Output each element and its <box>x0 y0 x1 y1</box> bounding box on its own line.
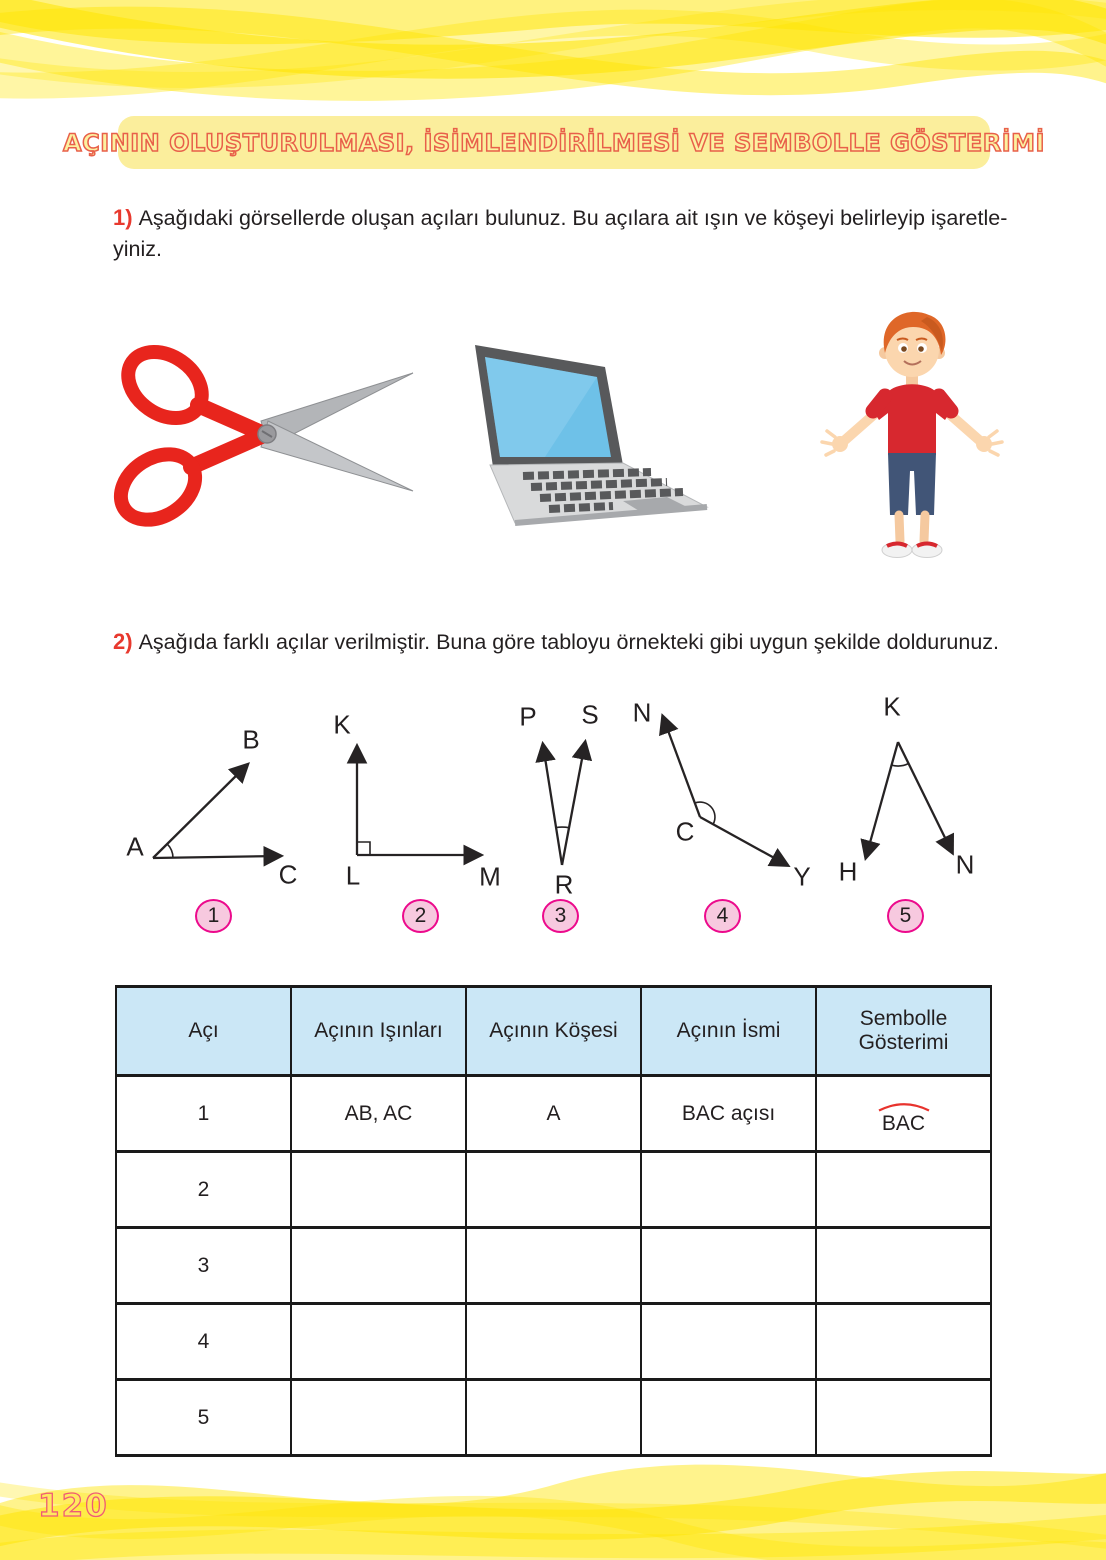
vertex-label: R <box>554 869 574 900</box>
table-header-row <box>116 987 991 1076</box>
diagram-number-badge <box>704 899 741 933</box>
top-wave-decoration <box>0 0 1106 118</box>
col-header-kose: Açının Köşesi <box>466 987 641 1076</box>
col-header-isinlar: Açının Işınları <box>291 987 466 1076</box>
cell-rays <box>291 1228 466 1304</box>
cell-no: 4 <box>116 1304 291 1380</box>
title-banner <box>63 116 1045 169</box>
cell-rays: AB, AC <box>291 1076 466 1152</box>
table-row <box>116 1152 991 1228</box>
cell-vertex <box>466 1380 641 1456</box>
col-header-aci: Açı <box>116 987 291 1076</box>
cell-no: 3 <box>116 1228 291 1304</box>
cell-name <box>641 1380 816 1456</box>
cell-vertex <box>466 1304 641 1380</box>
question-1-text-line1: Aşağıdaki görsellerde oluşan açıları bulunuz. Bu açılara ait ışın ve köşeyi belirleyip işaretle- <box>138 206 1008 230</box>
ray-end-label: H <box>838 856 858 887</box>
cell-rays <box>291 1380 466 1456</box>
table-row <box>116 1304 991 1380</box>
ray-end-label: B <box>242 724 260 755</box>
diagram-number-badge <box>887 899 924 933</box>
cell-rays <box>291 1152 466 1228</box>
cell-name <box>641 1228 816 1304</box>
angle-diagram-3 <box>498 695 622 945</box>
cell-symbol <box>816 1380 991 1456</box>
ray-end-label: C <box>278 859 298 890</box>
cell-vertex: A <box>466 1076 641 1152</box>
question-2-text: Aşağıda farklı açılar verilmiştir. Buna göre tabloyu örnekteki gibi uygun şekilde doldurunuz. <box>138 630 1000 654</box>
angle-diagram-2 <box>330 695 510 945</box>
angle-diagram-4 <box>630 695 825 945</box>
page-title: AÇININ OLUŞTURULMASI, İSİMLENDİRİLMESİ VE SEMBOLLE GÖSTERİMİ <box>63 128 1045 157</box>
vertex-label: L <box>345 860 361 891</box>
vertex-label: A <box>126 831 144 862</box>
ray-end-label: N <box>632 697 652 728</box>
bottom-wave-decoration <box>0 1448 1106 1560</box>
diagram-number-badge <box>542 899 579 933</box>
question-2 <box>113 626 1091 658</box>
badge-number: 2 <box>414 904 427 927</box>
ray-end-label: P <box>519 701 537 732</box>
table-row <box>116 1380 991 1456</box>
vertex-label: K <box>883 691 901 722</box>
badge-number: 5 <box>899 904 912 927</box>
cell-name <box>641 1152 816 1228</box>
cell-rays <box>291 1304 466 1380</box>
badge-number: 4 <box>716 904 729 927</box>
ray-end-label: N <box>955 849 975 880</box>
ray-end-label: Y <box>793 861 811 892</box>
question-2-number: 2) <box>113 629 133 654</box>
angle-diagram-5 <box>828 691 988 945</box>
cell-name: BAC açısı <box>641 1076 816 1152</box>
symbol-text: BAC <box>881 1111 926 1135</box>
vertex-label: C <box>675 816 695 847</box>
col-header-isim: Açının İsmi <box>641 987 816 1076</box>
boy-illustration <box>815 303 1010 573</box>
laptop-illustration <box>445 335 735 535</box>
angle-diagram-1 <box>108 695 318 945</box>
question-1 <box>113 202 1091 265</box>
cell-no: 1 <box>116 1076 291 1152</box>
table-row <box>116 1076 991 1152</box>
cell-symbol <box>816 1304 991 1380</box>
table-row <box>116 1228 991 1304</box>
cell-vertex <box>466 1228 641 1304</box>
cell-vertex <box>466 1152 641 1228</box>
ray-end-label: S <box>581 699 599 730</box>
badge-number: 3 <box>554 904 567 927</box>
cell-symbol <box>816 1228 991 1304</box>
diagram-number-badge <box>195 899 232 933</box>
diagram-number-badge <box>402 899 439 933</box>
page-number: 120 <box>38 1488 109 1524</box>
cell-name <box>641 1304 816 1380</box>
question-1-number: 1) <box>113 205 133 230</box>
col-header-sembol: Sembolle Gösterimi <box>816 987 991 1076</box>
cell-symbol <box>816 1076 991 1152</box>
cell-no: 2 <box>116 1152 291 1228</box>
question-1-text-line2: yiniz. <box>113 237 162 262</box>
cell-no: 5 <box>116 1380 291 1456</box>
badge-number: 1 <box>207 904 220 927</box>
ray-end-label: K <box>333 709 351 740</box>
angle-table <box>115 985 992 1457</box>
scissors-illustration <box>103 335 428 530</box>
angle-arc-icon <box>875 1099 933 1112</box>
cell-symbol <box>816 1152 991 1228</box>
ray-end-label: M <box>479 861 501 892</box>
